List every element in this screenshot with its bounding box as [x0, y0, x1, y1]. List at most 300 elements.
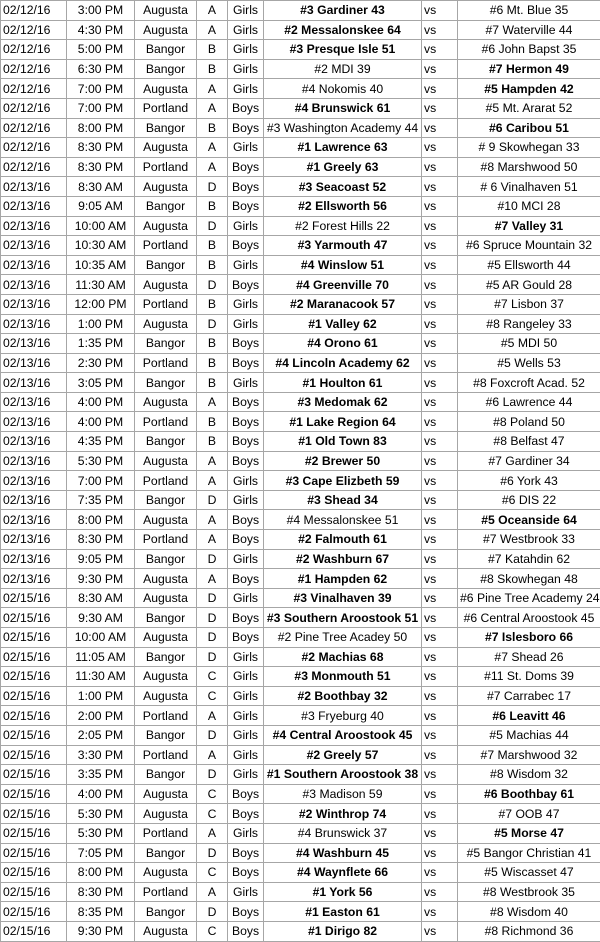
date-cell: 02/13/16 — [1, 353, 67, 373]
home-team-cell: #3 Yarmouth 47 — [264, 236, 422, 256]
table-row — [1, 882, 600, 902]
away-team-cell: #8 Poland 50 — [458, 412, 600, 432]
away-team-cell: #10 MCI 28 — [458, 196, 600, 216]
away-team-cell: #6 Leavitt 46 — [458, 706, 600, 726]
home-team-cell: #3 Madison 59 — [264, 784, 422, 804]
class-cell: A — [197, 79, 228, 99]
date-cell: 02/15/16 — [1, 765, 67, 785]
away-team-cell: #7 Hermon 49 — [458, 59, 600, 79]
time-cell: 6:30 PM — [67, 59, 135, 79]
time-cell: 8:30 PM — [67, 882, 135, 902]
date-cell: 02/13/16 — [1, 334, 67, 354]
time-cell: 8:00 PM — [67, 863, 135, 883]
site-cell: Portland — [135, 157, 197, 177]
site-cell: Bangor — [135, 608, 197, 628]
away-team-cell: #6 Mt. Blue 35 — [458, 1, 600, 21]
gender-cell: Boys — [228, 569, 264, 589]
home-team-cell: #2 Washburn 67 — [264, 549, 422, 569]
date-cell: 02/13/16 — [1, 490, 67, 510]
away-team-cell: #5 Bangor Christian 41 — [458, 843, 600, 863]
class-cell: A — [197, 451, 228, 471]
site-cell: Portland — [135, 882, 197, 902]
date-cell: 02/13/16 — [1, 314, 67, 334]
table-row — [1, 157, 600, 177]
gender-cell: Boys — [228, 432, 264, 452]
table-row — [1, 921, 600, 941]
gender-cell: Boys — [228, 921, 264, 941]
vs-cell: vs — [422, 745, 458, 765]
away-team-cell: #6 Pine Tree Academy 24 — [458, 588, 600, 608]
site-cell: Bangor — [135, 432, 197, 452]
gender-cell: Girls — [228, 20, 264, 40]
table-row — [1, 236, 600, 256]
site-cell: Augusta — [135, 392, 197, 412]
time-cell: 2:00 PM — [67, 706, 135, 726]
away-team-cell: #6 Caribou 51 — [458, 118, 600, 138]
away-team-cell: #8 Richmond 36 — [458, 921, 600, 941]
home-team-cell: #3 Medomak 62 — [264, 392, 422, 412]
site-cell: Portland — [135, 98, 197, 118]
away-team-cell: #7 Lisbon 37 — [458, 294, 600, 314]
date-cell: 02/13/16 — [1, 216, 67, 236]
time-cell: 8:30 PM — [67, 530, 135, 550]
class-cell: D — [197, 628, 228, 648]
vs-cell: vs — [422, 569, 458, 589]
class-cell: C — [197, 686, 228, 706]
site-cell: Augusta — [135, 628, 197, 648]
class-cell: A — [197, 471, 228, 491]
away-team-cell: #7 OOB 47 — [458, 804, 600, 824]
home-team-cell: #4 Orono 61 — [264, 334, 422, 354]
home-team-cell: #4 Central Aroostook 45 — [264, 725, 422, 745]
time-cell: 4:35 PM — [67, 432, 135, 452]
date-cell: 02/15/16 — [1, 588, 67, 608]
time-cell: 10:00 AM — [67, 628, 135, 648]
time-cell: 8:30 AM — [67, 588, 135, 608]
time-cell: 8:00 PM — [67, 118, 135, 138]
home-team-cell: #4 Nokomis 40 — [264, 79, 422, 99]
gender-cell: Girls — [228, 549, 264, 569]
vs-cell: vs — [422, 353, 458, 373]
home-team-cell: #1 Greely 63 — [264, 157, 422, 177]
site-cell: Portland — [135, 412, 197, 432]
time-cell: 8:30 AM — [67, 177, 135, 197]
gender-cell: Girls — [228, 255, 264, 275]
vs-cell: vs — [422, 216, 458, 236]
table-row — [1, 804, 600, 824]
vs-cell: vs — [422, 412, 458, 432]
gender-cell: Boys — [228, 157, 264, 177]
date-cell: 02/12/16 — [1, 157, 67, 177]
vs-cell: vs — [422, 823, 458, 843]
date-cell: 02/15/16 — [1, 686, 67, 706]
gender-cell: Boys — [228, 863, 264, 883]
site-cell: Bangor — [135, 118, 197, 138]
vs-cell: vs — [422, 1, 458, 21]
vs-cell: vs — [422, 765, 458, 785]
class-cell: A — [197, 706, 228, 726]
date-cell: 02/13/16 — [1, 392, 67, 412]
date-cell: 02/13/16 — [1, 451, 67, 471]
date-cell: 02/12/16 — [1, 118, 67, 138]
gender-cell: Girls — [228, 725, 264, 745]
away-team-cell: #6 DIS 22 — [458, 490, 600, 510]
site-cell: Augusta — [135, 275, 197, 295]
away-team-cell: #8 Skowhegan 48 — [458, 569, 600, 589]
vs-cell: vs — [422, 706, 458, 726]
away-team-cell: #11 St. Doms 39 — [458, 667, 600, 687]
class-cell: A — [197, 882, 228, 902]
table-row — [1, 79, 600, 99]
site-cell: Bangor — [135, 843, 197, 863]
home-team-cell: #3 Southern Aroostook 51 — [264, 608, 422, 628]
date-cell: 02/13/16 — [1, 236, 67, 256]
gender-cell: Girls — [228, 667, 264, 687]
class-cell: A — [197, 98, 228, 118]
away-team-cell: #5 Ellsworth 44 — [458, 255, 600, 275]
date-cell: 02/15/16 — [1, 823, 67, 843]
home-team-cell: #3 Washington Academy 44 — [264, 118, 422, 138]
away-team-cell: #5 Mt. Ararat 52 — [458, 98, 600, 118]
gender-cell: Boys — [228, 412, 264, 432]
date-cell: 02/13/16 — [1, 510, 67, 530]
site-cell: Bangor — [135, 549, 197, 569]
away-team-cell: #5 AR Gould 28 — [458, 275, 600, 295]
vs-cell: vs — [422, 921, 458, 941]
vs-cell: vs — [422, 373, 458, 393]
site-cell: Augusta — [135, 863, 197, 883]
home-team-cell: #2 Pine Tree Acadey 50 — [264, 628, 422, 648]
time-cell: 8:30 PM — [67, 138, 135, 158]
date-cell: 02/13/16 — [1, 569, 67, 589]
class-cell: D — [197, 765, 228, 785]
table-row — [1, 432, 600, 452]
vs-cell: vs — [422, 79, 458, 99]
date-cell: 02/13/16 — [1, 471, 67, 491]
table-row — [1, 784, 600, 804]
table-row — [1, 334, 600, 354]
home-team-cell: #3 Seacoast 52 — [264, 177, 422, 197]
away-team-cell: #7 Shead 26 — [458, 647, 600, 667]
time-cell: 7:00 PM — [67, 79, 135, 99]
gender-cell: Girls — [228, 647, 264, 667]
table-row — [1, 725, 600, 745]
away-team-cell: #5 Wiscasset 47 — [458, 863, 600, 883]
class-cell: A — [197, 745, 228, 765]
date-cell: 02/12/16 — [1, 59, 67, 79]
table-row — [1, 59, 600, 79]
home-team-cell: #4 Washburn 45 — [264, 843, 422, 863]
home-team-cell: #2 Falmouth 61 — [264, 530, 422, 550]
site-cell: Augusta — [135, 588, 197, 608]
gender-cell: Boys — [228, 451, 264, 471]
class-cell: D — [197, 314, 228, 334]
vs-cell: vs — [422, 98, 458, 118]
site-cell: Bangor — [135, 255, 197, 275]
gender-cell: Girls — [228, 79, 264, 99]
vs-cell: vs — [422, 667, 458, 687]
date-cell: 02/13/16 — [1, 432, 67, 452]
time-cell: 7:35 PM — [67, 490, 135, 510]
site-cell: Augusta — [135, 216, 197, 236]
site-cell: Augusta — [135, 804, 197, 824]
table-row — [1, 177, 600, 197]
site-cell: Augusta — [135, 686, 197, 706]
time-cell: 10:30 AM — [67, 236, 135, 256]
vs-cell: vs — [422, 784, 458, 804]
vs-cell: vs — [422, 118, 458, 138]
table-row — [1, 549, 600, 569]
vs-cell: vs — [422, 804, 458, 824]
site-cell: Augusta — [135, 79, 197, 99]
vs-cell: vs — [422, 471, 458, 491]
vs-cell: vs — [422, 392, 458, 412]
site-cell: Bangor — [135, 765, 197, 785]
home-team-cell: #1 Hampden 62 — [264, 569, 422, 589]
home-team-cell: #4 Brunswick 61 — [264, 98, 422, 118]
away-team-cell: #7 Valley 31 — [458, 216, 600, 236]
vs-cell: vs — [422, 530, 458, 550]
site-cell: Portland — [135, 530, 197, 550]
home-team-cell: #3 Presque Isle 51 — [264, 40, 422, 60]
site-cell: Portland — [135, 236, 197, 256]
vs-cell: vs — [422, 549, 458, 569]
table-row — [1, 510, 600, 530]
site-cell: Augusta — [135, 510, 197, 530]
gender-cell: Boys — [228, 804, 264, 824]
date-cell: 02/15/16 — [1, 863, 67, 883]
vs-cell: vs — [422, 608, 458, 628]
site-cell: Augusta — [135, 784, 197, 804]
home-team-cell: #2 Forest Hills 22 — [264, 216, 422, 236]
time-cell: 1:35 PM — [67, 334, 135, 354]
site-cell: Bangor — [135, 40, 197, 60]
vs-cell: vs — [422, 863, 458, 883]
time-cell: 9:30 PM — [67, 569, 135, 589]
class-cell: A — [197, 20, 228, 40]
class-cell: A — [197, 530, 228, 550]
gender-cell: Boys — [228, 608, 264, 628]
date-cell: 02/15/16 — [1, 706, 67, 726]
home-team-cell: #1 Valley 62 — [264, 314, 422, 334]
date-cell: 02/13/16 — [1, 177, 67, 197]
time-cell: 2:05 PM — [67, 725, 135, 745]
vs-cell: vs — [422, 725, 458, 745]
table-row — [1, 98, 600, 118]
class-cell: A — [197, 157, 228, 177]
site-cell: Portland — [135, 294, 197, 314]
home-team-cell: #3 Monmouth 51 — [264, 667, 422, 687]
away-team-cell: #8 Rangeley 33 — [458, 314, 600, 334]
class-cell: B — [197, 236, 228, 256]
date-cell: 02/15/16 — [1, 628, 67, 648]
gender-cell: Girls — [228, 59, 264, 79]
class-cell: C — [197, 667, 228, 687]
time-cell: 4:30 PM — [67, 20, 135, 40]
home-team-cell: #4 Winslow 51 — [264, 255, 422, 275]
table-row — [1, 490, 600, 510]
gender-cell: Girls — [228, 588, 264, 608]
class-cell: B — [197, 373, 228, 393]
home-team-cell: #3 Gardiner 43 — [264, 1, 422, 21]
date-cell: 02/15/16 — [1, 843, 67, 863]
date-cell: 02/12/16 — [1, 138, 67, 158]
gender-cell: Boys — [228, 510, 264, 530]
vs-cell: vs — [422, 138, 458, 158]
gender-cell: Boys — [228, 196, 264, 216]
time-cell: 7:00 PM — [67, 471, 135, 491]
class-cell: C — [197, 784, 228, 804]
site-cell: Bangor — [135, 902, 197, 922]
table-row — [1, 294, 600, 314]
time-cell: 3:00 PM — [67, 1, 135, 21]
date-cell: 02/13/16 — [1, 412, 67, 432]
class-cell: A — [197, 138, 228, 158]
table-row — [1, 216, 600, 236]
table-row — [1, 20, 600, 40]
vs-cell: vs — [422, 294, 458, 314]
time-cell: 1:00 PM — [67, 686, 135, 706]
away-team-cell: #6 John Bapst 35 — [458, 40, 600, 60]
class-cell: C — [197, 863, 228, 883]
away-team-cell: # 6 Vinalhaven 51 — [458, 177, 600, 197]
gender-cell: Girls — [228, 138, 264, 158]
site-cell: Portland — [135, 471, 197, 491]
vs-cell: vs — [422, 20, 458, 40]
vs-cell: vs — [422, 882, 458, 902]
site-cell: Augusta — [135, 667, 197, 687]
vs-cell: vs — [422, 196, 458, 216]
home-team-cell: #1 Southern Aroostook 38 — [264, 765, 422, 785]
away-team-cell: #5 Morse 47 — [458, 823, 600, 843]
table-row — [1, 863, 600, 883]
date-cell: 02/12/16 — [1, 79, 67, 99]
vs-cell: vs — [422, 432, 458, 452]
away-team-cell: #7 Waterville 44 — [458, 20, 600, 40]
time-cell: 1:00 PM — [67, 314, 135, 334]
date-cell: 02/12/16 — [1, 20, 67, 40]
class-cell: B — [197, 118, 228, 138]
time-cell: 9:05 PM — [67, 549, 135, 569]
table-row — [1, 530, 600, 550]
away-team-cell: #6 Lawrence 44 — [458, 392, 600, 412]
away-team-cell: #8 Wisdom 40 — [458, 902, 600, 922]
home-team-cell: #3 Fryeburg 40 — [264, 706, 422, 726]
away-team-cell: # 9 Skowhegan 33 — [458, 138, 600, 158]
time-cell: 10:35 AM — [67, 255, 135, 275]
site-cell: Bangor — [135, 59, 197, 79]
vs-cell: vs — [422, 275, 458, 295]
home-team-cell: #1 Lake Region 64 — [264, 412, 422, 432]
home-team-cell: #2 Maranacook 57 — [264, 294, 422, 314]
vs-cell: vs — [422, 314, 458, 334]
class-cell: A — [197, 569, 228, 589]
date-cell: 02/15/16 — [1, 608, 67, 628]
time-cell: 3:35 PM — [67, 765, 135, 785]
away-team-cell: #7 Gardiner 34 — [458, 451, 600, 471]
site-cell: Augusta — [135, 1, 197, 21]
home-team-cell: #1 Houlton 61 — [264, 373, 422, 393]
home-team-cell: #1 Dirigo 82 — [264, 921, 422, 941]
date-cell: 02/15/16 — [1, 921, 67, 941]
gender-cell: Girls — [228, 216, 264, 236]
date-cell: 02/13/16 — [1, 294, 67, 314]
site-cell: Augusta — [135, 20, 197, 40]
table-row — [1, 902, 600, 922]
home-team-cell: #4 Brunswick 37 — [264, 823, 422, 843]
home-team-cell: #2 Messalonskee 64 — [264, 20, 422, 40]
gender-cell: Girls — [228, 40, 264, 60]
time-cell: 7:00 PM — [67, 98, 135, 118]
time-cell: 5:00 PM — [67, 40, 135, 60]
time-cell: 9:30 AM — [67, 608, 135, 628]
class-cell: B — [197, 40, 228, 60]
time-cell: 12:00 PM — [67, 294, 135, 314]
vs-cell: vs — [422, 177, 458, 197]
away-team-cell: #5 Hampden 42 — [458, 79, 600, 99]
class-cell: B — [197, 334, 228, 354]
site-cell: Augusta — [135, 138, 197, 158]
date-cell: 02/15/16 — [1, 647, 67, 667]
vs-cell: vs — [422, 902, 458, 922]
table-row — [1, 412, 600, 432]
home-team-cell: #4 Messalonskee 51 — [264, 510, 422, 530]
class-cell: B — [197, 412, 228, 432]
class-cell: A — [197, 392, 228, 412]
class-cell: D — [197, 902, 228, 922]
site-cell: Augusta — [135, 177, 197, 197]
away-team-cell: #8 Wisdom 32 — [458, 765, 600, 785]
class-cell: A — [197, 510, 228, 530]
site-cell: Augusta — [135, 314, 197, 334]
table-row — [1, 765, 600, 785]
gender-cell: Boys — [228, 392, 264, 412]
gender-cell: Boys — [228, 530, 264, 550]
gender-cell: Boys — [228, 177, 264, 197]
away-team-cell: #7 Katahdin 62 — [458, 549, 600, 569]
vs-cell: vs — [422, 40, 458, 60]
vs-cell: vs — [422, 334, 458, 354]
date-cell: 02/15/16 — [1, 725, 67, 745]
away-team-cell: #7 Westbrook 33 — [458, 530, 600, 550]
gender-cell: Boys — [228, 353, 264, 373]
time-cell: 11:30 AM — [67, 667, 135, 687]
table-row — [1, 569, 600, 589]
away-team-cell: #7 Islesboro 66 — [458, 628, 600, 648]
table-row — [1, 196, 600, 216]
table-row — [1, 138, 600, 158]
site-cell: Portland — [135, 745, 197, 765]
away-team-cell: #6 Boothbay 61 — [458, 784, 600, 804]
class-cell: D — [197, 647, 228, 667]
gender-cell: Boys — [228, 236, 264, 256]
gender-cell: Boys — [228, 843, 264, 863]
time-cell: 3:05 PM — [67, 373, 135, 393]
vs-cell: vs — [422, 628, 458, 648]
date-cell: 02/13/16 — [1, 373, 67, 393]
class-cell: D — [197, 608, 228, 628]
home-team-cell: #3 Cape Elizbeth 59 — [264, 471, 422, 491]
time-cell: 4:00 PM — [67, 412, 135, 432]
gender-cell: Girls — [228, 686, 264, 706]
class-cell: D — [197, 588, 228, 608]
home-team-cell: #2 Brewer 50 — [264, 451, 422, 471]
home-team-cell: #3 Vinalhaven 39 — [264, 588, 422, 608]
site-cell: Bangor — [135, 647, 197, 667]
table-row — [1, 451, 600, 471]
table-row — [1, 353, 600, 373]
away-team-cell: #6 Central Aroostook 45 — [458, 608, 600, 628]
